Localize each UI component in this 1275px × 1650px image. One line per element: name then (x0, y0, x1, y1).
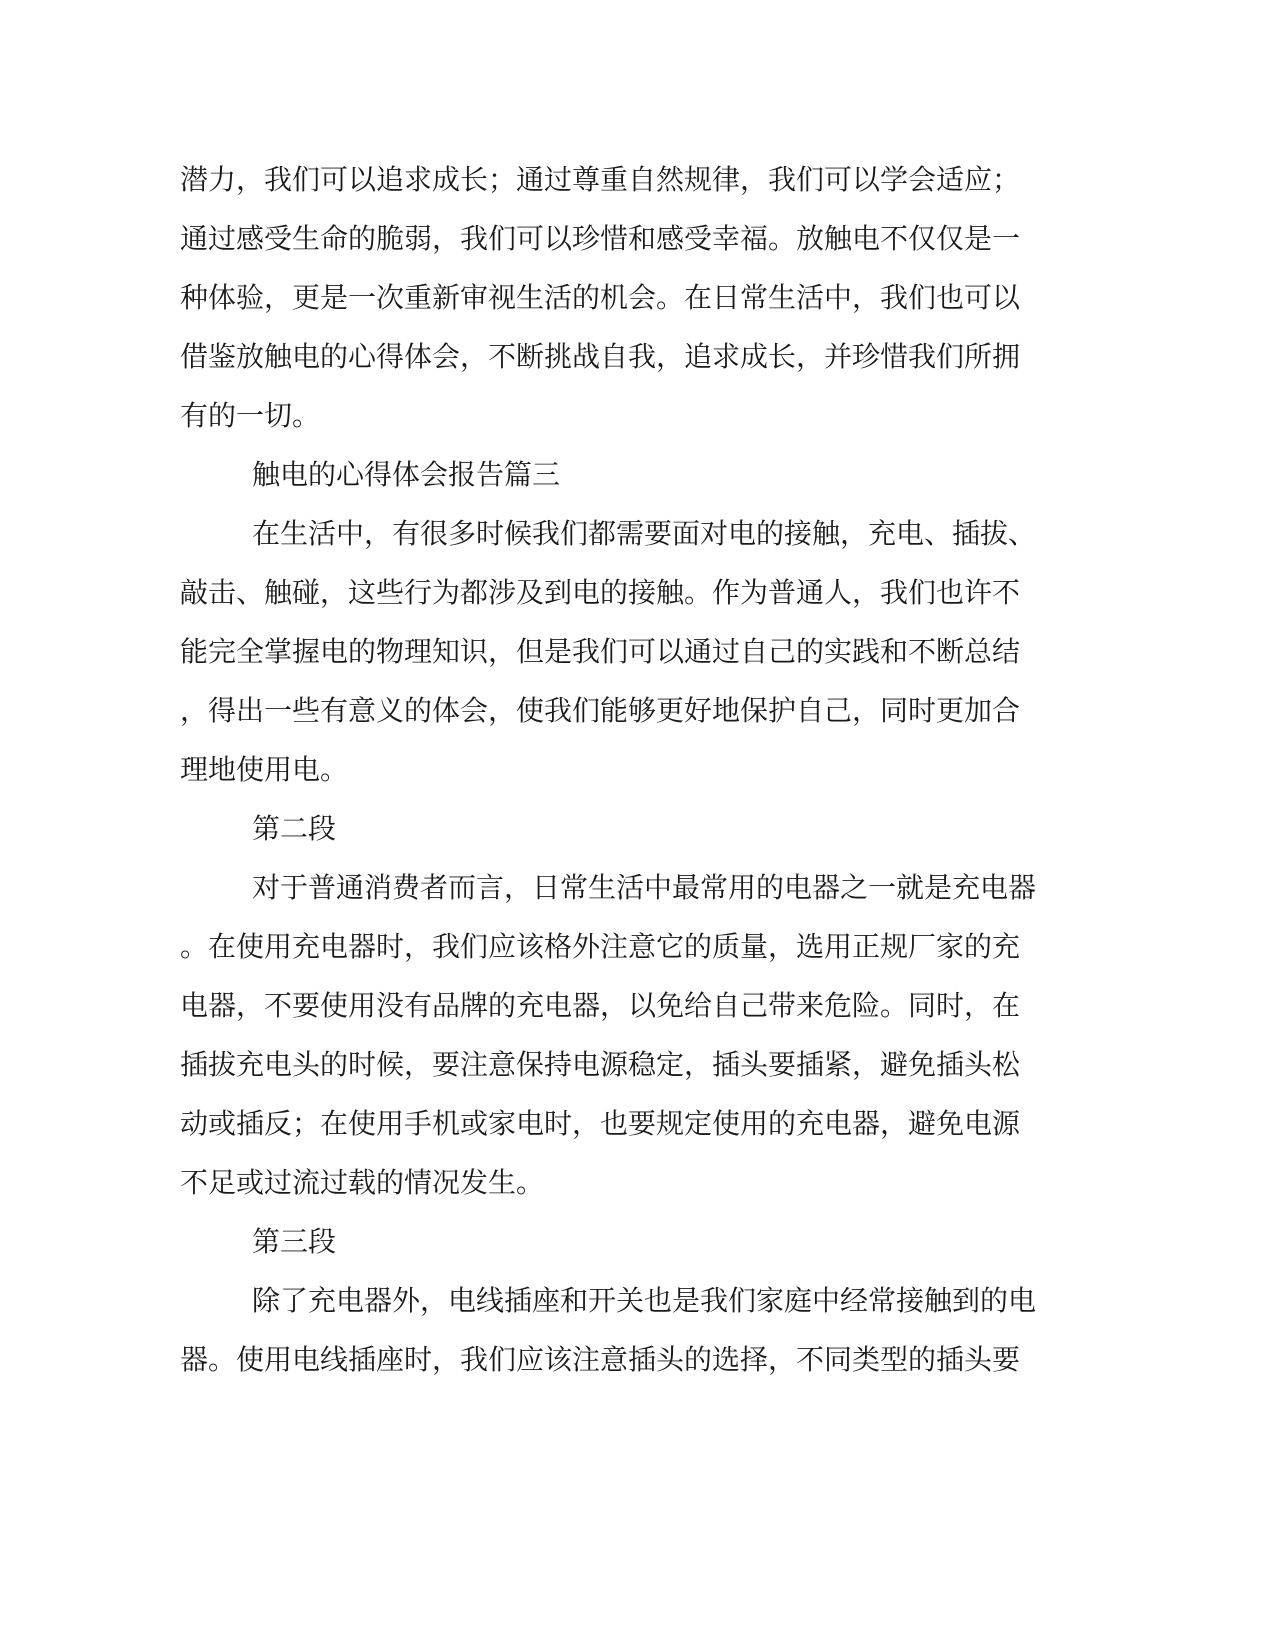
text-line: 理地使用电。 (180, 753, 349, 786)
text-line: ，得出一些有意义的体会，使我们能够更好地保护自己，同时更加合 (180, 694, 1021, 727)
section-heading: 触电的心得体会报告篇三 (252, 458, 561, 491)
text-line: 除了充电器外，电线插座和开关也是我们家庭中经常接触到的电 (252, 1284, 1037, 1317)
text-line: 潜力，我们可以追求成长；通过尊重自然规律，我们可以学会适应； (180, 163, 1021, 196)
text-line: 敲击、触碰，这些行为都涉及到电的接触。作为普通人，我们也许不 (180, 576, 1021, 609)
text-line: 通过感受生命的脆弱，我们可以珍惜和感受幸福。放触电不仅仅是一 (180, 222, 1021, 255)
text-line: 插拔充电头的时候，要注意保持电源稳定，插头要插紧，避免插头松 (180, 1048, 1021, 1081)
section-heading: 第三段 (252, 1225, 337, 1258)
text-line: 不足或过流过载的情况发生。 (180, 1166, 545, 1199)
text-line: 能完全掌握电的物理知识，但是我们可以通过自己的实践和不断总结 (180, 635, 1021, 668)
text-line: 器。使用电线插座时，我们应该注意插头的选择，不同类型的插头要 (180, 1343, 1021, 1376)
text-line: 。在使用充电器时，我们应该格外注意它的质量，选用正规厂家的充 (180, 930, 1021, 963)
text-line: 在生活中，有很多时候我们都需要面对电的接触，充电、插拔、 (252, 517, 1037, 550)
text-line: 对于普通消费者而言，日常生活中最常用的电器之一就是充电器 (252, 871, 1037, 904)
text-line: 有的一切。 (180, 399, 321, 432)
text-line: 种体验，更是一次重新审视生活的机会。在日常生活中，我们也可以 (180, 281, 1021, 314)
text-line: 借鉴放触电的心得体会，不断挑战自我，追求成长，并珍惜我们所拥 (180, 340, 1021, 373)
text-line: 电器，不要使用没有品牌的充电器，以免给自己带来危险。同时，在 (180, 989, 1021, 1022)
text-line: 动或插反；在使用手机或家电时，也要规定使用的充电器，避免电源 (180, 1107, 1021, 1140)
section-heading: 第二段 (252, 812, 337, 845)
